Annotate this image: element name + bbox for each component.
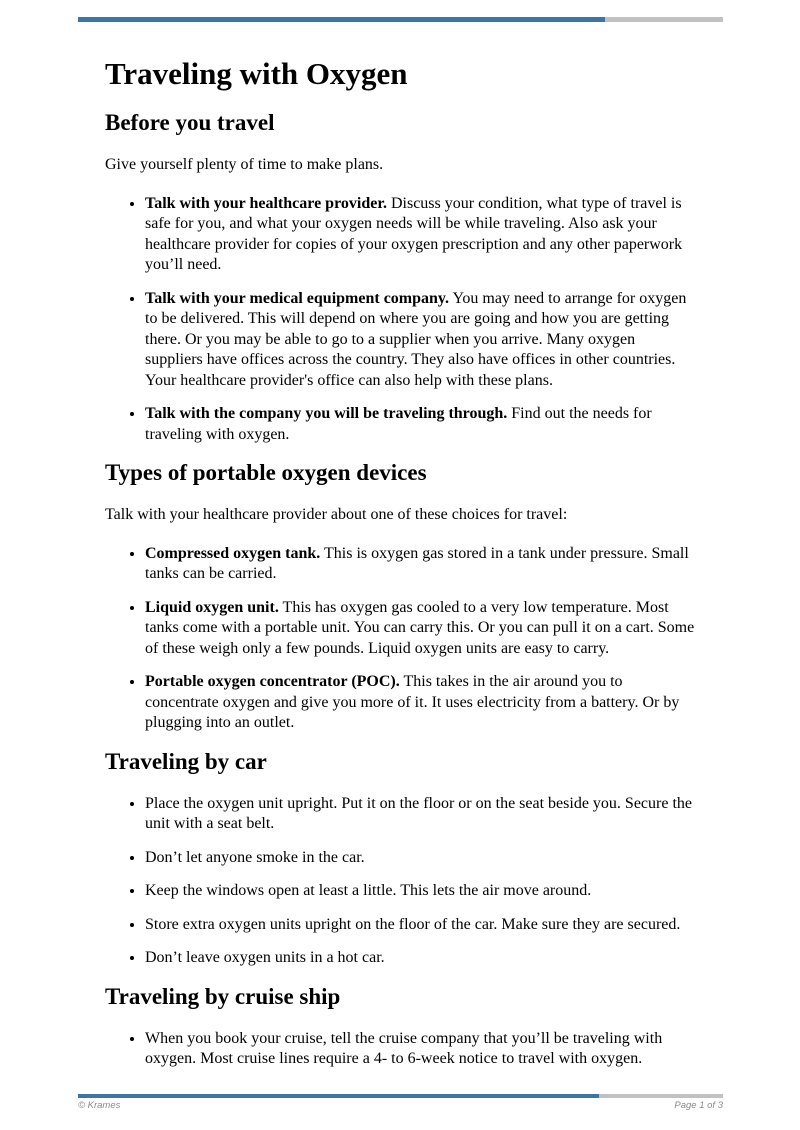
bottom-rule-accent [78,1094,599,1098]
section-traveling-by-car [105,747,696,969]
section-heading: Types of portable oxygen devices [105,460,427,485]
bullet-list [105,194,696,446]
section-heading: Traveling by car [105,748,267,774]
bottom-rule [78,1094,723,1098]
list-item-lead: Talk with the company you will be traveling through. [145,405,508,422]
list-item [145,598,696,660]
section-traveling-by-cruise-ship [105,982,696,1070]
page-number: Page 1 of 3 [674,1100,723,1111]
list-item [145,915,696,936]
bullet-list [105,794,696,969]
list-item-lead: Portable oxygen concentrator (POC). [145,673,400,690]
list-item-text: Store extra oxygen units upright on the floor of the car. Make sure they are secured. [145,915,681,933]
list-item-lead: Talk with your healthcare provider. [145,194,387,212]
copyright-text: © Krames [78,1100,121,1111]
bullet-list [105,1029,696,1070]
bullet-list [105,544,696,734]
list-item [145,794,696,835]
list-item-text: Place the oxygen unit upright. Put it on the floor or on the seat beside you. Secure the unit with a seat belt. [145,794,692,832]
list-item-lead: Talk with your medical equipment company. [145,289,450,307]
list-item [145,948,696,969]
document-content [105,0,696,1083]
section-types-of-portable-oxygen-devices [105,458,696,734]
list-item-lead: Liquid oxygen unit. [145,598,279,616]
list-item [145,544,696,585]
list-item-text: You may need to arrange for oxygen to be delivered. This will depend on where you are going and how you are getting there. Or you may be able to go to a supplier when you arrive. Many oxygen suppliers have offices across the country. They also have offices in other countries. Your healthcare provider's office can also help with these plans. [145,289,687,389]
section-intro: Talk with your healthcare provider about one of these choices for travel: [105,506,568,523]
section-heading: Before you travel [105,110,275,135]
section-before-you-travel [105,108,696,445]
list-item [145,672,696,734]
list-item-lead: Compressed oxygen tank. [145,544,321,562]
list-item [145,289,696,392]
list-item [145,848,696,869]
list-item-text: Find out the needs for traveling with oxygen. [145,405,652,443]
list-item [145,194,696,276]
list-item [145,1029,696,1070]
list-item-text: This is oxygen gas stored in a tank under pressure. Small tanks can be carried. [145,544,689,582]
list-item [145,404,696,445]
list-item-text: This has oxygen gas cooled to a very low temperature. Most tanks come with a portable unit. You can carry this. Or you can pull it on a cart. Some of these weigh only a few pounds. Liquid oxygen units are easy to carry. [145,598,695,657]
section-heading: Traveling by cruise ship [105,983,341,1009]
list-item-text: Keep the windows open at least a little. This lets the air move around. [145,882,592,899]
list-item-text: Discuss your condition, what type of travel is safe for you, and what your oxygen needs will be while traveling. Also ask your healthcare provider for copies of your oxygen prescription and any other paperwork you’ll need. [145,194,683,273]
page-title: Traveling with Oxygen [105,56,408,91]
list-item-text: Don’t let anyone smoke in the car. [145,848,365,866]
list-item-text: Don’t leave oxygen units in a hot car. [145,949,385,966]
list-item-text: When you book your cruise, tell the cruise company that you’ll be traveling with oxygen. Most cruise lines require a 4- to 6-week notice to travel with oxygen. [145,1029,663,1067]
section-intro: Give yourself plenty of time to make plans. [105,156,384,173]
list-item-text: This takes in the air around you to concentrate oxygen and give you more of it. It uses electricity from a battery. Or by plugging into an outlet. [145,673,680,731]
list-item [145,881,696,902]
footer-row [78,1100,723,1111]
